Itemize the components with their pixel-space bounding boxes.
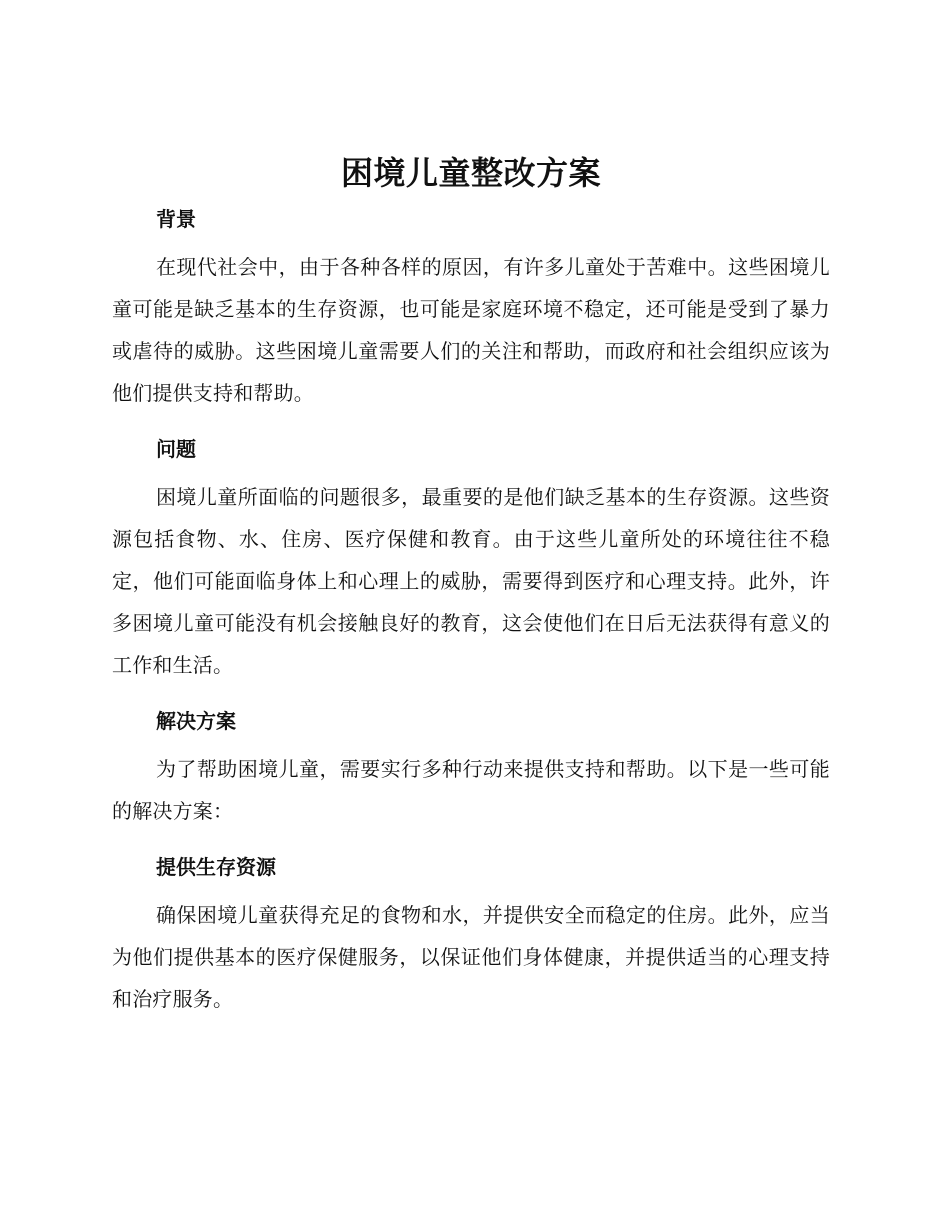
section-heading-provide-resources: 提供生存资源	[156, 855, 276, 879]
document-title: 困境儿童整改方案	[340, 154, 601, 192]
section-paragraph-solution: 为了帮助困境儿童，需要实行多种行动来提供支持和帮助。以下是一些可能的解决方案：	[112, 757, 830, 823]
document-page	[112, 150, 830, 1040]
section-heading-background: 背景	[156, 207, 196, 231]
section-heading-solution: 解决方案	[156, 709, 236, 733]
section-paragraph-problem: 困境儿童所面临的问题很多，最重要的是他们缺乏基本的生存资源。这些资源包括食物、水、住房、医疗保健和教育。由于这些儿童所处的环境往往不稳定，他们可能面临身体上和心理上的威胁，需要得到医疗和心理支持。此外，许多困境儿童可能没有机会接触良好的教育，这会使他们在日后无法获得有意义的工作和生活。	[112, 485, 830, 677]
section-paragraph-provide-resources: 确保困境儿童获得充足的食物和水，并提供安全而稳定的住房。此外，应当为他们提供基本的医疗保健服务，以保证他们身体健康，并提供适当的心理支持和治疗服务。	[112, 903, 830, 1011]
section-heading-problem: 问题	[156, 437, 196, 461]
section-paragraph-background: 在现代社会中，由于各种各样的原因，有许多儿童处于苦难中。这些困境儿童可能是缺乏基本的生存资源，也可能是家庭环境不稳定，还可能是受到了暴力或虐待的威胁。这些困境儿童需要人们的关注和帮助，而政府和社会组织应该为他们提供支持和帮助。	[112, 255, 830, 405]
